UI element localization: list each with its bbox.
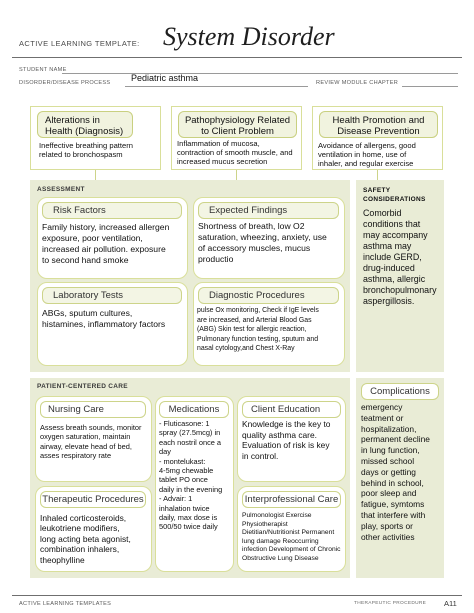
connector-line (236, 170, 237, 180)
assessment-panel (30, 180, 350, 372)
safety-heading: SAFETY CONSIDERATIONS (363, 187, 426, 203)
footer-right-label: THERAPEUTIC PROCEDURE (354, 601, 427, 606)
template-label: ACTIVE LEARNING TEMPLATE: (19, 39, 140, 48)
health-promotion-title: Health Promotion and Disease Prevention (319, 111, 438, 138)
patient-care-heading: PATIENT-CENTERED CARE (37, 383, 128, 390)
diagnosis-text[interactable]: Ineffective breathing pattern related to bronchospasm (39, 141, 134, 159)
complications-text[interactable]: emergency teatment or hospitalization, permanent decline in lung function, missed school days or getting behind in school, poor sleep and fatigue, symtoms that interfere with play, sports or other activities (361, 402, 430, 542)
interprofessional-care-title: Interprofessional Care (242, 491, 341, 508)
expected-findings-title: Expected Findings (198, 202, 339, 219)
nursing-care-text[interactable]: Assess breath sounds, monitor oxygen saturation, maintain airway, elevate head of bed, asses respiratory rate (40, 423, 142, 461)
health-promotion-box (312, 106, 443, 170)
pathophysiology-text[interactable]: Inflammation of mucosa, contraction of smooth muscle, and increased mucus secretion (177, 139, 293, 166)
patient-care-panel (30, 378, 350, 578)
connector-line (95, 170, 96, 180)
connector-line (377, 170, 378, 180)
nursing-care-title: Nursing Care (40, 401, 146, 418)
nursing-care-card (35, 396, 152, 482)
client-education-card (237, 396, 346, 482)
risk-factors-card (37, 197, 188, 279)
interprofessional-care-text[interactable]: Pulmonologist Exercise Physiotherapist Dietitian/Nutritionist Permanent lung damage Reoccurring infection Development of Chronic Obstructive Lung Disease (242, 512, 341, 562)
medications-text[interactable]: - Fluticasone: 1 spray (27.5mcg) in each nostril once a day - montelukast: 4-5mg chewable tablet PO once daily in the evening - Advair: 1 inhalation twice daily, max dose is 500/50 twice daily (159, 419, 223, 532)
diagnostic-procedures-card (193, 282, 345, 366)
diagnosis-box (30, 106, 161, 170)
diagnostic-procedures-text[interactable]: pulse Ox monitoring, Check if IgE levels are increased, and Arterial Blood Gas (ABG) Skin test for allergic reaction, Pulmonary function testing, sputum and nasal cytology,and Chest X-Ray (197, 307, 319, 353)
risk-factors-text[interactable]: Family history, increased allergen exposure, poor ventilation, increased air pollution. exposure to second hand smoke (42, 222, 170, 265)
complications-title: Complications (361, 383, 439, 400)
medications-card (155, 396, 234, 572)
page-title: System Disorder (163, 22, 335, 51)
therapeutic-procedures-text[interactable]: Inhaled corticosteroids, leukotriene modifiers, long acting beta agonist, combination inhalers, theophylline (40, 513, 131, 565)
diagnosis-title: Alterations in Health (Diagnosis) (37, 111, 133, 138)
safety-text[interactable]: Comorbid conditions that may accompany asthma may include GERD, drug-induced asthma, allergic bronchopulmonary aspergillosis. (363, 208, 437, 306)
footer-rule (12, 595, 462, 596)
interprofessional-care-card (237, 486, 346, 572)
title-rule (12, 57, 462, 58)
lab-tests-title: Laboratory Tests (42, 287, 182, 304)
therapeutic-procedures-title: Therapeutic Procedures (40, 491, 146, 508)
disorder-value[interactable]: Pediatric asthma (131, 73, 199, 83)
client-education-title: Client Education (242, 401, 341, 418)
expected-findings-card (193, 197, 345, 279)
footer-left: ACTIVE LEARNING TEMPLATES (19, 601, 112, 607)
review-chapter-line[interactable] (402, 86, 458, 87)
client-education-text[interactable]: Knowledge is the key to quality asthma care. Evaluation of risk is key in control. (242, 419, 331, 461)
risk-factors-title: Risk Factors (42, 202, 182, 219)
pathophysiology-box (171, 106, 302, 170)
health-promotion-text[interactable]: Avoidance of allergens, good ventilation in home, use of inhaler, and regular exercise (318, 141, 416, 168)
diagnostic-procedures-title: Diagnostic Procedures (198, 287, 339, 304)
lab-tests-card (37, 282, 188, 366)
complications-panel (356, 378, 444, 578)
student-name-line[interactable] (62, 73, 458, 74)
therapeutic-procedures-card (35, 486, 152, 572)
review-chapter-label: REVIEW MODULE CHAPTER (316, 80, 399, 86)
footer-page-number: A11 (444, 599, 457, 608)
assessment-heading: ASSESSMENT (37, 186, 85, 193)
medications-title: Medications (159, 401, 229, 418)
disorder-label: DISORDER/DISEASE PROCESS (19, 80, 111, 86)
lab-tests-text[interactable]: ABGs, sputum cultures, histamines, inflammatory factors (42, 308, 166, 329)
expected-findings-text[interactable]: Shortness of breath, low O2 saturation, wheezing, anxiety, use of accessory muscles, mucus productio (198, 221, 327, 264)
safety-panel (356, 180, 444, 372)
pathophysiology-title: Pathophysiology Related to Client Problem (178, 111, 297, 138)
student-name-label: STUDENT NAME (19, 67, 67, 73)
disorder-line (125, 86, 308, 87)
